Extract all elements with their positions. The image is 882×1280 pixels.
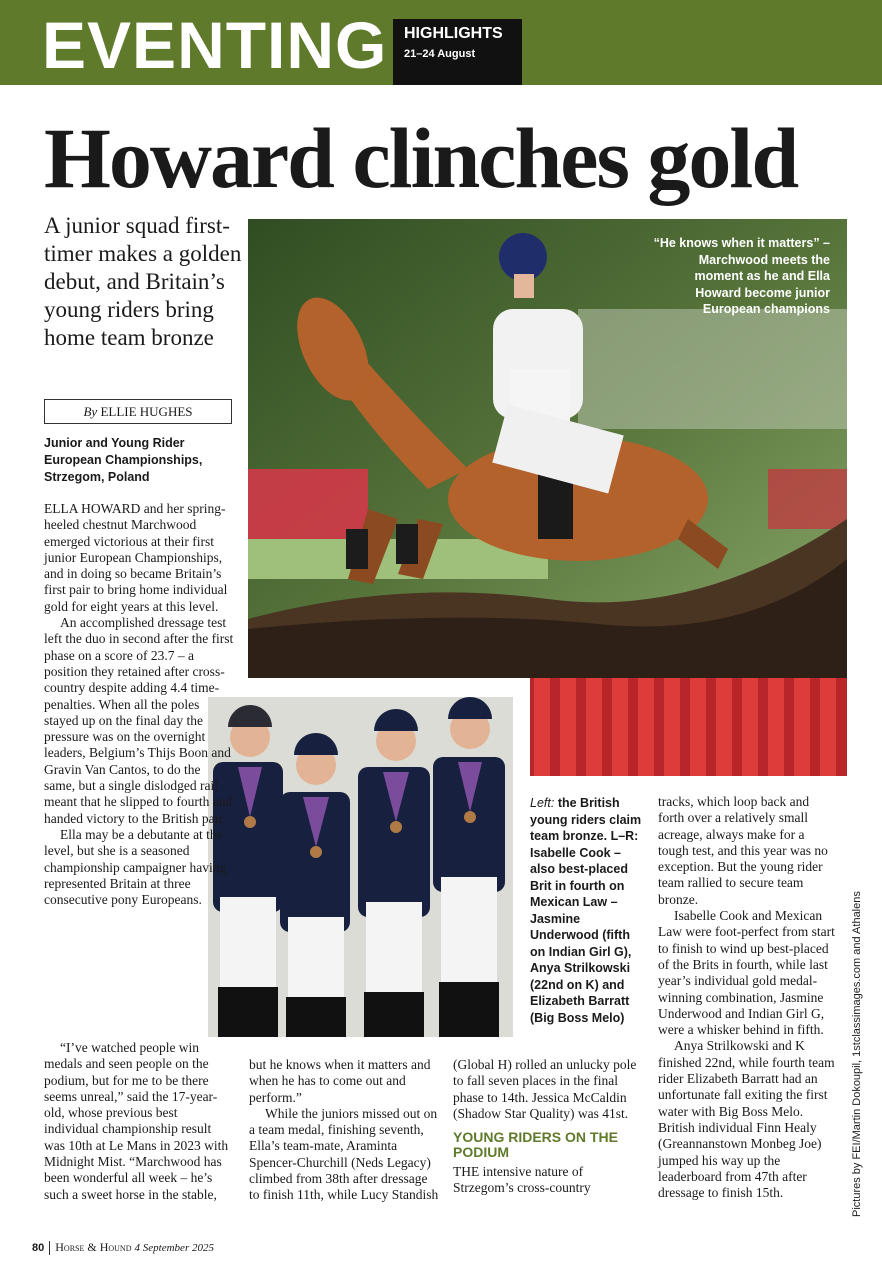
body-paragraph: but he knows when it matters and when he has to come out and perform.” bbox=[249, 1057, 431, 1105]
team-photo-illustration bbox=[208, 697, 513, 1037]
body-paragraph: Ella may be a debutante at the level, but she is a seasoned championship campaigner having represented Britain at three consecutive pony Europeans. bbox=[44, 826, 227, 908]
body-column-2 bbox=[249, 1057, 439, 1204]
team-bronze-photo bbox=[208, 697, 513, 1037]
highlights-box bbox=[393, 19, 522, 85]
team-photo-caption bbox=[530, 795, 645, 1026]
highlights-title: HIGHLIGHTS bbox=[404, 25, 503, 42]
photo-credit: Pictures by FEI/Martin Dokoupil, 1stclassimages.com and Athalens bbox=[851, 891, 863, 1217]
byline-name: ELLIE HUGHES bbox=[100, 404, 193, 419]
magazine-name: Horse & Hound bbox=[55, 1240, 132, 1254]
headline: Howard clinches gold bbox=[44, 110, 798, 206]
red-poles-photo bbox=[530, 678, 847, 776]
body-column-3 bbox=[453, 1057, 643, 1197]
page-footer bbox=[32, 1240, 214, 1255]
body-paragraph: (Global H) rolled an unlucky pole to fall seven places in the final phase to 14th. Jessica McCaldin (Shadow Star Quality) was 41st. bbox=[453, 1057, 637, 1121]
team-caption-text: the British young riders claim team bronze. L–R: Isabelle Cook – also best-placed Brit in fourth on Mexican Law – Jasmine Underwood (fifth on Indian Girl G), Anya Strilkowski (22nd on K) and Elizabeth Barratt (Big Boss Melo) bbox=[530, 796, 642, 1025]
body-paragraph: tracks, which loop back and forth over a relatively small acreage, always make for a tough test, and this year was no exception. But the young rider team rallied to secure team bronze. bbox=[658, 794, 828, 907]
subhead: YOUNG RIDERS ON THE PODIUM bbox=[453, 1129, 618, 1161]
standfirst: A junior squad first-timer makes a golden debut, and Britain’s young riders bring home team bronze bbox=[44, 213, 242, 350]
body-paragraph: An accomplished dressage test left the duo in second after the first phase on a score of 23.7 – a position they retained after cross-country despite adding 4.4 time-penalties. When all the poles stayed up on the final day the pressure was on the overnight leaders, Belgium’s Thijs Boon and Gravin Van Cantos, to do the same, but a single dislodged rail meant that he slipped to fourth and handed victory to the British pair. bbox=[44, 615, 234, 826]
highlights-dates: 21–24 August bbox=[404, 48, 476, 60]
footer-divider bbox=[49, 1241, 50, 1255]
body-paragraph: ELLA HOWARD and her spring-heeled chestnut Marchwood emerged victorious at their first junior European Championships, and in doing so became Britain’s first pair to bring home individual gold for eight years at this level. bbox=[44, 501, 228, 614]
red-poles-illustration bbox=[530, 678, 847, 776]
team-caption-lead: Left: bbox=[530, 796, 555, 810]
body-paragraph: “I’ve watched people win medals and seen people on the podium, but for me to be there seems unreal,” said the 17-year-old, whose previous best individual championship result was 10th at Le Mans in 2023 with Midnight Mist. “Marchwood has been wonderful all week – he’s such a sweet horse in the stable, bbox=[44, 1040, 229, 1202]
issue-date: 4 September 2025 bbox=[134, 1242, 214, 1254]
body-column-1-bottom bbox=[44, 1040, 234, 1203]
page-number: 80 bbox=[32, 1242, 45, 1254]
main-photo-caption: “He knows when it matters” – Marchwood meets the moment as he and Ella Howard become junior European champions bbox=[653, 236, 830, 316]
body-paragraph: Isabelle Cook and Mexican Law were foot-perfect from start to finish to wind up best-placed of the Brits in fourth, while last year’s individual gold medal-winning combination, Jasmine Underwood and Indian Girl G, were a whisker behind in fifth. bbox=[658, 908, 835, 1038]
body-paragraph: THE intensive nature of Strzegom’s cross-country bbox=[453, 1164, 591, 1196]
body-column-4 bbox=[658, 794, 838, 1201]
body-paragraph: Anya Strilkowski and K finished 22nd, while fourth team rider Elizabeth Barratt had an unfortunate fall exiting the first water with Big Boss Melo. British individual Finn Healy (Greannanstown Monbeg Joe) jumped his way up the leaderboard from 47th after dressage to finish 15th. bbox=[658, 1038, 835, 1201]
section-title: EVENTING bbox=[42, 8, 388, 82]
body-paragraph: While the juniors missed out on a team medal, finishing seventh, Ella’s team-mate, Araminta Spencer-Churchill (Neds Legacy) climbed from 38th after dressage to finish 11th, while Lucy Standish bbox=[249, 1105, 439, 1203]
byline-prefix: By bbox=[83, 404, 98, 419]
body-column-1 bbox=[44, 501, 234, 908]
byline bbox=[44, 399, 232, 424]
event-info: Junior and Young Rider European Championships, Strzegom, Poland bbox=[44, 436, 203, 484]
